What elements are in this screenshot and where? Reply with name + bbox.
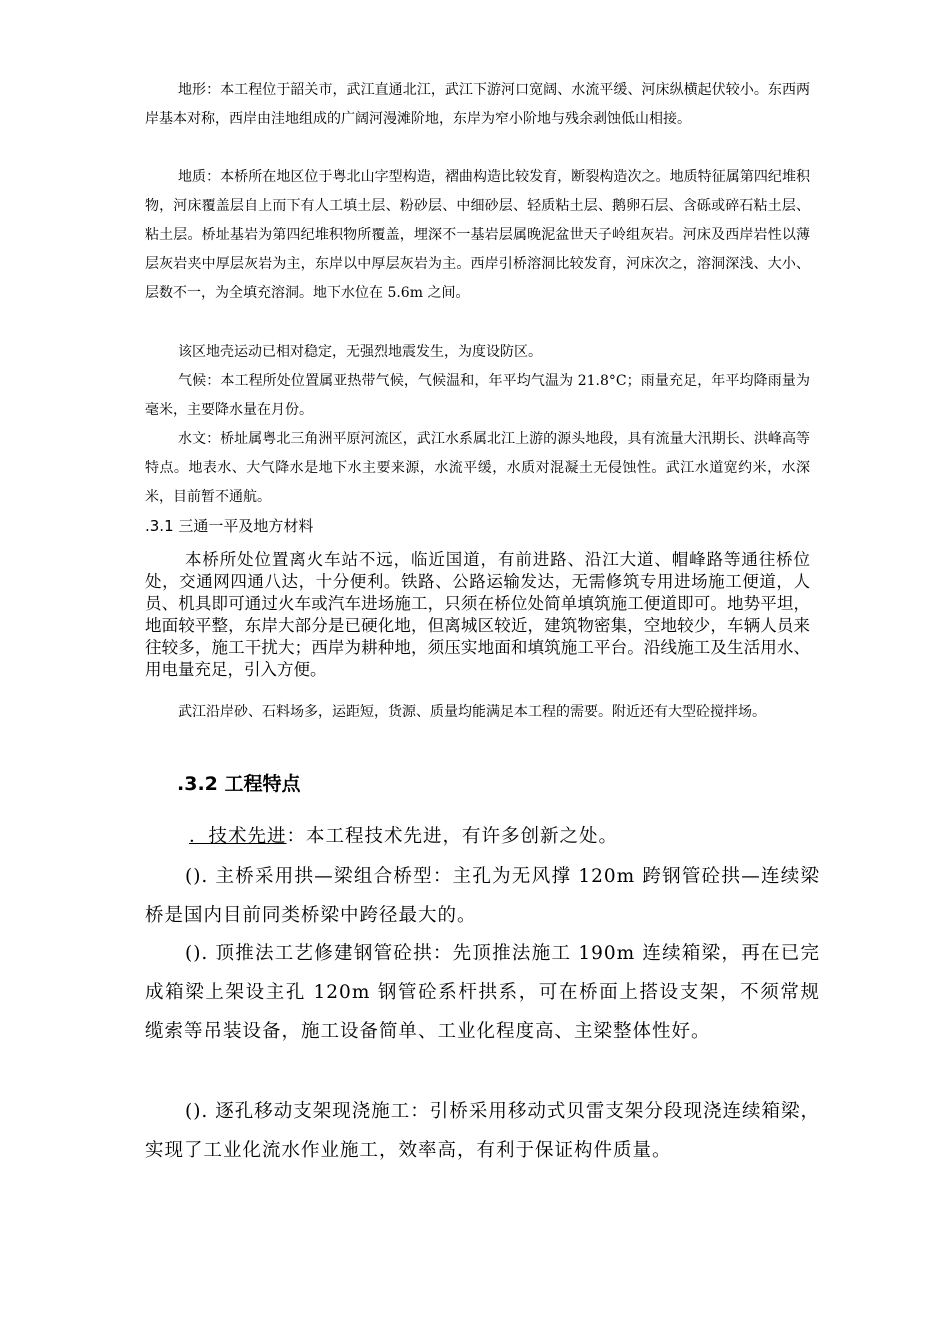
terrain-paragraph: 地形：本工程位于韶关市，武江直通北江，武江下游河口宽阔、水流平缓、河床纵横起伏较小。东西两岸基本对称，西岸由洼地组成的广阔河漫滩阶地，东岸为窄小阶地与残余剥蚀低山相接。 xyxy=(145,82,810,127)
seismic-paragraph: 该区地壳运动已相对稳定，无强烈地震发生，为度设防区。 xyxy=(178,344,542,360)
materials-paragraph: 武江沿岸砂、石料场多，运距短，货源、质量均能满足本工程的需要。附近还有大型砼搅拌场。 xyxy=(178,704,766,720)
tech-advanced-paragraph xyxy=(145,817,820,856)
section-3-2-heading: .3.2 工程特点 xyxy=(177,773,301,795)
feature-item-2: (). 顶推法工艺修建钢管砼拱：先顶推法施工 190m 连续箱梁，再在已完成箱梁上架设主孔 120m 钢管砼系杆拱系，可在桥面上搭设支架，不须常规缆索等吊装设备，施工设备简单、工业化程度高、主梁整体性好。 xyxy=(145,943,820,1042)
feature-item-1: (). 主桥采用拱—梁组合桥型：主孔为无风撑 120m 跨钢管砼拱—连续梁桥是国内目前同类桥梁中跨径最大的。 xyxy=(145,866,820,926)
geology-paragraph: 地质：本桥所在地区位于粤北山字型构造，褶曲构造比较发育，断裂构造次之。地质特征属第四纪堆积物，河床覆盖层自上而下有人工填土层、粉砂层、中细砂层、轻质粘土层、鹅卵石层、含砾或碎石粘土层、粘土层。桥址基岩为第四纪堆积物所覆盖，埋深不一基岩层属晚泥盆世天子岭组灰岩。河床及西岸岩性以薄层灰岩夹中厚层灰岩为主，东岸以中厚层灰岩为主。西岸引桥溶洞比较发育，河床次之，溶洞深浅、大小、层数不一，为全填充溶洞。地下水位在 5.6m 之间。 xyxy=(145,169,810,301)
hydrology-paragraph: 水文：桥址属粤北三角洲平原河流区，武江水系属北江上游的源头地段，具有流量大汛期长、洪峰高等特点。地表水、大气降水是地下水主要来源，水流平缓，水质对混凝土无侵蚀性。武江水道宽约米，水深米，目前暂不通航。 xyxy=(145,431,810,505)
climate-paragraph: 气候：本工程所处位置属亚热带气候，气候温和，年平均气温为 21.8°C；雨量充足，年平均降雨量为毫米，主要降水量在月份。 xyxy=(145,373,810,418)
tech-advanced-text: ：本工程技术先进，有许多创新之处。 xyxy=(286,826,619,847)
traffic-paragraph: 本桥所处位置离火车站不远，临近国道，有前进路、沿江大道、帽峰路等通往桥位处，交通网四通八达，十分便利。铁路、公路运输发达，无需修筑专用进场施工便道，人员、机具即可通过火车或汽车进场施工，只须在桥位处简单填筑施工便道即可。地势平坦，地面较平整，东岸大部分是已硬化地，但离城区较近，建筑物密集，空地较少，车辆人员来往较多，施工干扰大；西岸为耕种地，须压实地面和填筑施工平台。沿线施工及生活用水、用电量充足，引入方便。 xyxy=(145,550,810,679)
section-3-1-heading: .3.1 三通一平及地方材料 xyxy=(145,517,314,535)
tech-advanced-label: ．技术先进 xyxy=(189,826,287,847)
feature-item-3: (). 逐孔移动支架现浇施工：引桥采用移动式贝雷支架分段现浇连续箱梁，实现了工业化流水作业施工，效率高，有利于保证构件质量。 xyxy=(145,1101,820,1161)
